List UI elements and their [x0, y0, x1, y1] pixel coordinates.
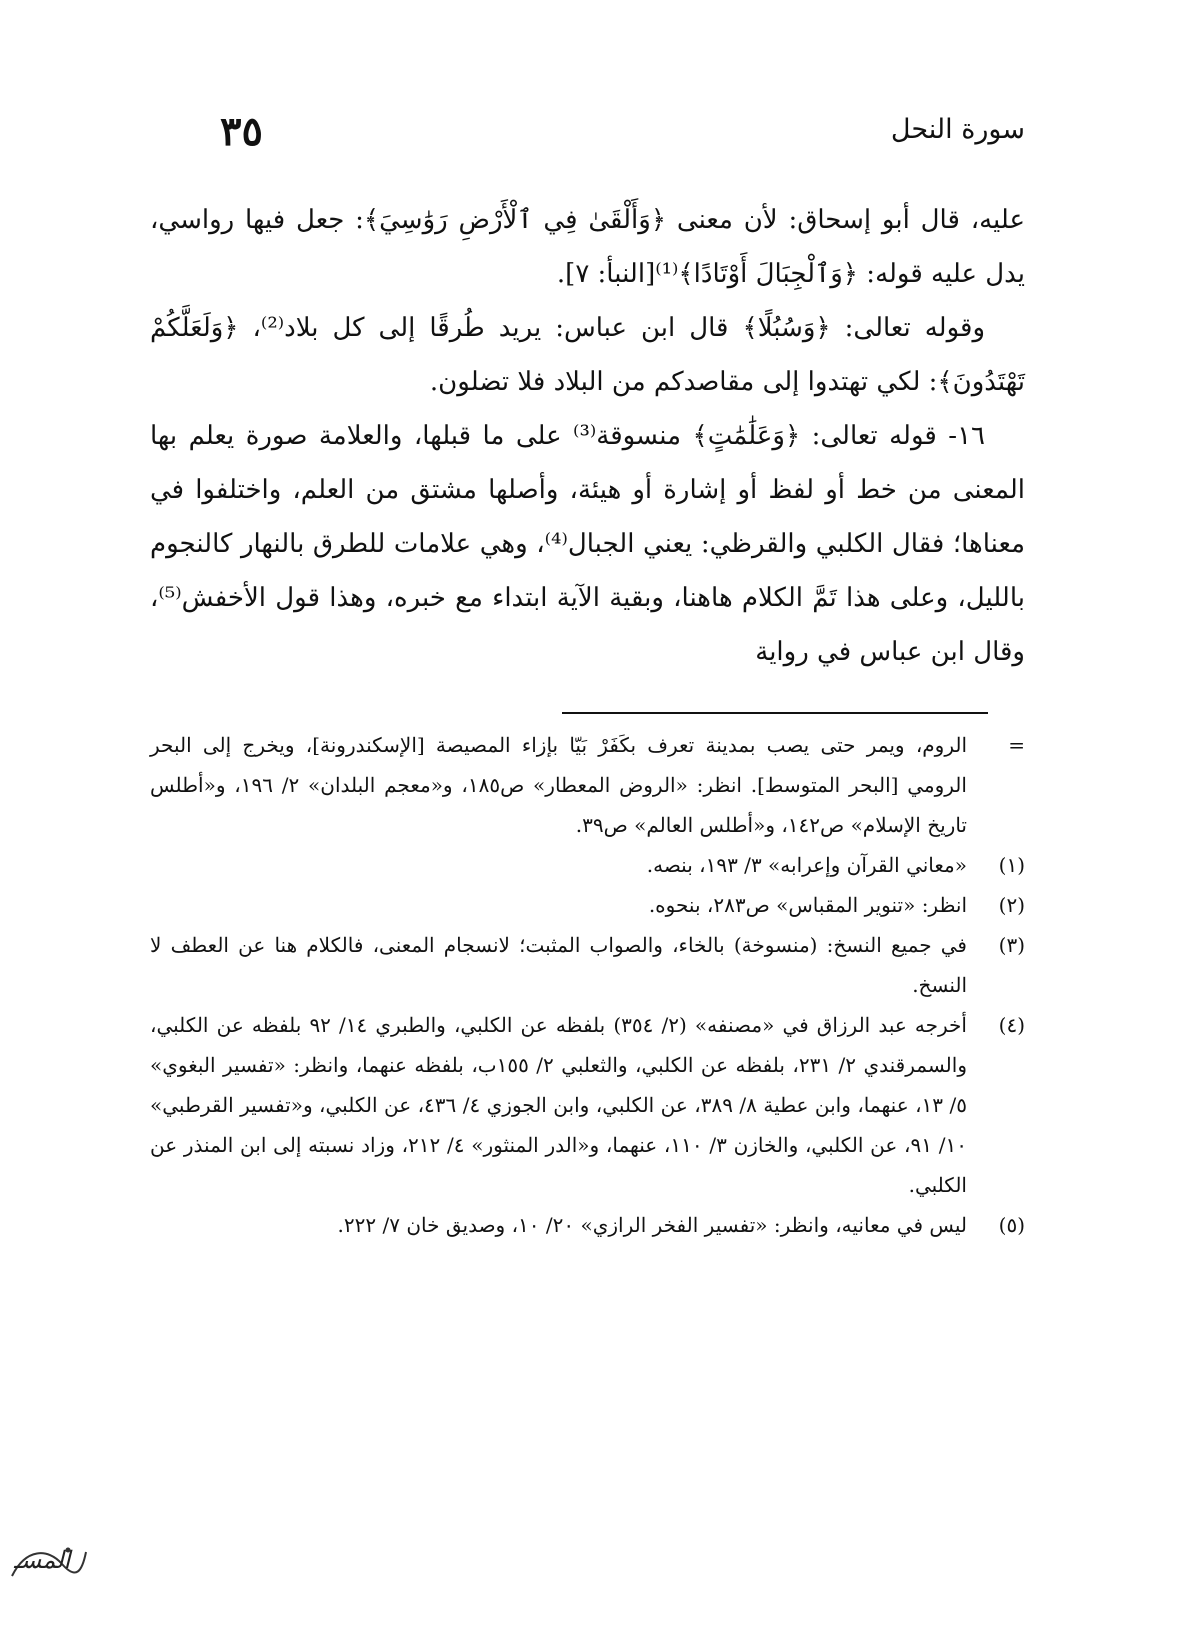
paragraph-2: وقوله تعالى: ﴿وَسُبُلًا﴾ قال ابن عباس: يريد طُرقًا إلى كل بلاد⁽²⁾، ﴿وَلَعَلَّكُمْ تَهْتَدُونَ﴾: لكي تهتدوا إلى مقاصدكم من البلاد فلا تضلون.	[150, 313, 1025, 397]
footnote-marker: (٢)	[998, 893, 1025, 917]
footnote-text: ليس في معانيه، وانظر: «تفسير الفخر الرازي» ٢٠/ ١٠، وصديق خان ٧/ ٢٢٢.	[337, 1213, 967, 1237]
page-header	[150, 108, 1025, 168]
footnote-text: أخرجه عبد الرزاق في «مصنفه» (٢/ ٣٥٤) بلفظه عن الكلبي، والطبري ١٤/ ٩٢ بلفظه عن الكلبي، والسمرقندي ٢/ ٢٣١، بلفظه عن الكلبي، والثعلبي ٢/ ١٥٥ب، بلفظه عنهما، وانظر: «تفسير البغوي» ٥/ ١٣، عنهما، وابن عطية ٨/ ٣٨٩، عن الكلبي، وابن الجوزي ٤/ ٤٣٦، عن الكلبي، و«تفسير القرطبي» ١٠/ ٩١، عن الكلبي، والخازن ٣/ ١١٠، عنهما، و«الدر المنثور» ٤/ ٢١٢، وزاد نسبته إلى ابن المنذر عن الكلبي.	[150, 1013, 967, 1197]
footnote-text: في جميع النسخ: (منسوخة) بالخاء، والصواب المثبت؛ لانسجام المعنى، فالكلام هنا عن العطف لا النسخ.	[150, 933, 967, 997]
surah-title: سورة النحل	[890, 114, 1025, 145]
page-number: ٣٥	[220, 108, 263, 155]
footnote-marker: (٥)	[998, 1213, 1025, 1237]
footnotes-section	[150, 725, 1025, 1245]
publisher-logo	[8, 1542, 88, 1602]
footnote-2	[150, 885, 1025, 925]
footnote-marker: (٣)	[998, 933, 1025, 957]
footnote-continuation	[150, 725, 1025, 845]
continuation-marker: =	[1008, 733, 1025, 757]
footnote-3	[150, 925, 1025, 1005]
logo-text: المسـ	[14, 1546, 71, 1574]
footnote-text: انظر: «تنوير المقباس» ص٢٨٣، بنحوه.	[648, 893, 967, 917]
footnote-text: «معاني القرآن وإعرابه» ٣/ ١٩٣، بنصه.	[646, 853, 967, 877]
footnote-marker: (٤)	[998, 1013, 1025, 1037]
footnote-divider	[562, 712, 988, 714]
main-text	[150, 193, 1025, 679]
footnote-1	[150, 845, 1025, 885]
paragraph-3: ١٦- قوله تعالى: ﴿وَعَلَٰمَٰتٍ﴾ منسوقة⁽³⁾ على ما قبلها، والعلامة صورة يعلم بها المعنى من خط أو لفظ أو إشارة أو هيئة، وأصلها مشتق من العلم، واختلفوا في معناها؛ فقال الكلبي والقرظي: يعني الجبال⁽⁴⁾، وهي علامات للطرق بالنهار كالنجوم بالليل، وعلى هذا تَمَّ الكلام هاهنا، وبقية الآية ابتداء مع خبره، وهذا قول الأخفش⁽⁵⁾، وقال ابن عباس في رواية	[150, 421, 1025, 667]
footnote-5	[150, 1205, 1025, 1245]
footnote-text: الروم، ويمر حتى يصب بمدينة تعرف بكَفَرْ بَيّا بإزاء المصيصة [الإسكندرونة]، ويخرج إلى البحر الرومي [البحر المتوسط]. انظر: «الروض المعطار» ص١٨٥، و«معجم البلدان» ٢/ ١٩٦، و«أطلس تاريخ الإسلام» ص١٤٢، و«أطلس العالم» ص٣٩.	[150, 733, 967, 837]
footnote-marker: (١)	[998, 853, 1025, 877]
footnote-4	[150, 1005, 1025, 1205]
paragraph-1: عليه، قال أبو إسحاق: لأن معنى ﴿وَأَلْقَىٰ فِي ٱلْأَرْضِ رَوَٰسِيَ﴾: جعل فيها رواسي، يدل عليه قوله: ﴿وَٱلْجِبَالَ أَوْتَادًا﴾⁽¹⁾[النبأ: ٧].	[150, 205, 1025, 289]
